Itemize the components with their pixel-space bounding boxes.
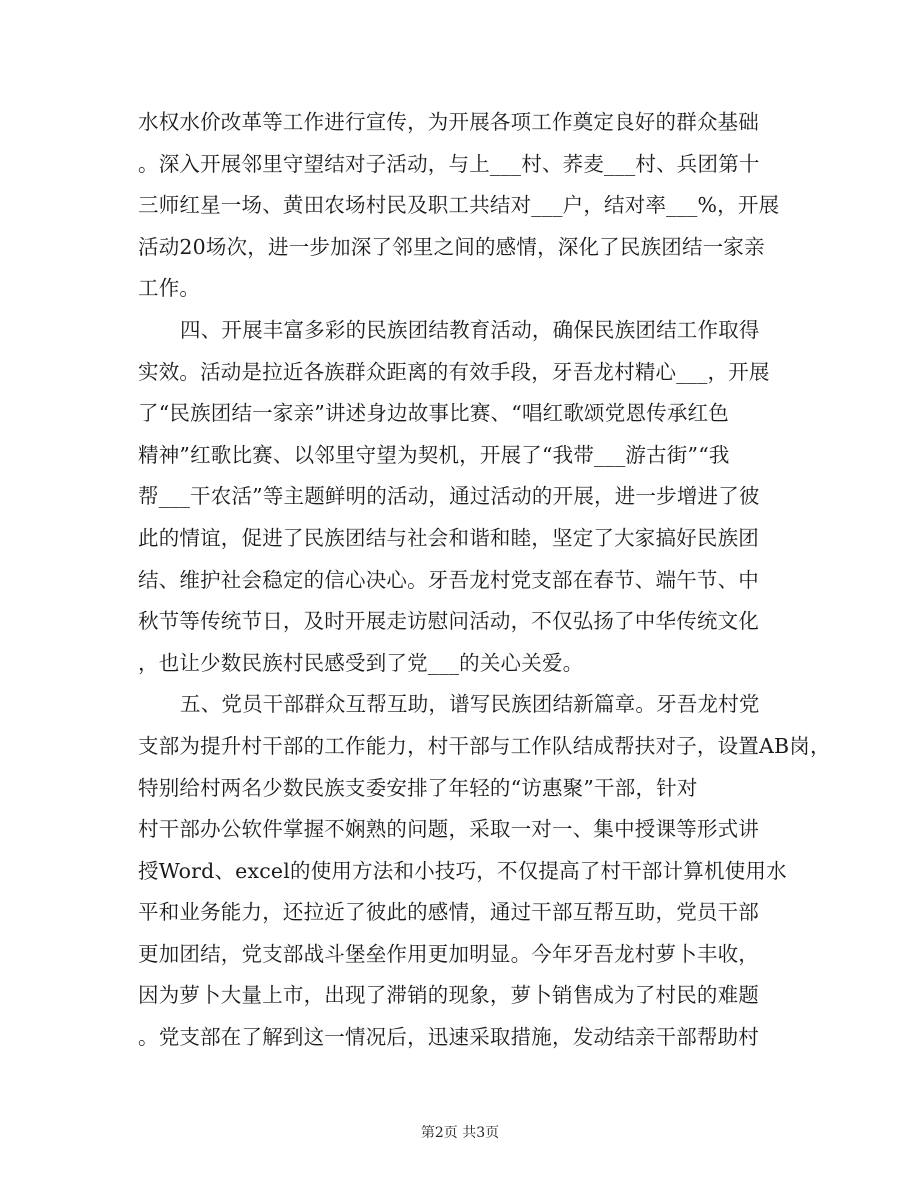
text-line: 特别给村两名少数民族支委安排了年轻的“访惠聚”干部，针对: [138, 775, 698, 800]
text-line: 授Word、excel的使用方法和小技巧，不仅提高了村干部计算机使用水: [138, 858, 787, 883]
text-line: 活动20场次，进一步加深了邻里之间的感情，深化了民族团结一家亲: [138, 234, 765, 259]
text-line: 工作。: [138, 276, 201, 301]
text-line: 此的情谊，促进了民族团结与社会和谐和睦，坚定了大家搞好民族团: [138, 525, 759, 550]
text-line: 支部为提升村干部的工作能力，村干部与工作队结成帮扶对子，设置AB岗，: [138, 733, 831, 758]
text-line: 精神”红歌比赛、以邻里守望为契机，开展了“我带___游古街”“我: [138, 442, 730, 467]
paragraph-water-rights: [138, 102, 788, 310]
text-line: 五、党员干部群众互帮互助，谱写民族团结新篇章。牙吾龙村党: [180, 692, 760, 717]
text-line: 水权水价改革等工作进行宣传，为开展各项工作奠定良好的群众基础: [138, 110, 759, 134]
text-line: 了“民族团结一家亲”讲述身边故事比赛、“唱红歌颂党恩传承红色: [138, 401, 729, 426]
text-line: 。党支部在了解到这一情况后，迅速采取措施，发动结亲干部帮助村: [138, 1025, 759, 1050]
text-line: 因为萝卜大量上市，出现了滞销的现象，萝卜销售成为了村民的难题: [138, 983, 759, 1008]
document-body: [138, 102, 831, 1059]
paragraph-section-five: [138, 684, 831, 1058]
text-line: 结、维护社会稳定的信心决心。牙吾龙村党支部在春节、端午节、中: [138, 567, 759, 592]
text-line: 实效。活动是拉近各族群众距离的有效手段，牙吾龙村精心___，开展: [138, 359, 770, 384]
text-line: 帮___干农活”等主题鲜明的活动，通过活动的开展，进一步增进了彼: [138, 484, 760, 509]
text-line: 秋节等传统节日，及时开展走访慰问活动，不仅弘扬了中华传统文化: [138, 609, 759, 634]
text-line: 村干部办公软件掌握不娴熟的问题，采取一对一、集中授课等形式讲: [138, 817, 759, 842]
text-line: 平和业务能力，还拉近了彼此的感情，通过干部互帮互助，党员干部: [138, 900, 759, 925]
text-line: 四、开展丰富多彩的民族团结教育活动，确保民族团结工作取得: [180, 317, 760, 342]
text-line: 三师红星一场、黄田农场村民及职工共结对___户，结对率___%，开展: [138, 193, 780, 218]
text-line: 。深入开展邻里守望结对子活动，与上___村、荞麦___村、兵团第十: [138, 151, 760, 176]
text-line: 更加团结，党支部战斗堡垒作用更加明显。今年牙吾龙村萝卜丰收，: [138, 941, 759, 966]
paragraph-section-four: [138, 310, 788, 684]
text-line: ，也让少数民族村民感受到了党___的关心关爱。: [138, 650, 584, 675]
page-number-footer: 第2页 共3页: [420, 1125, 500, 1141]
